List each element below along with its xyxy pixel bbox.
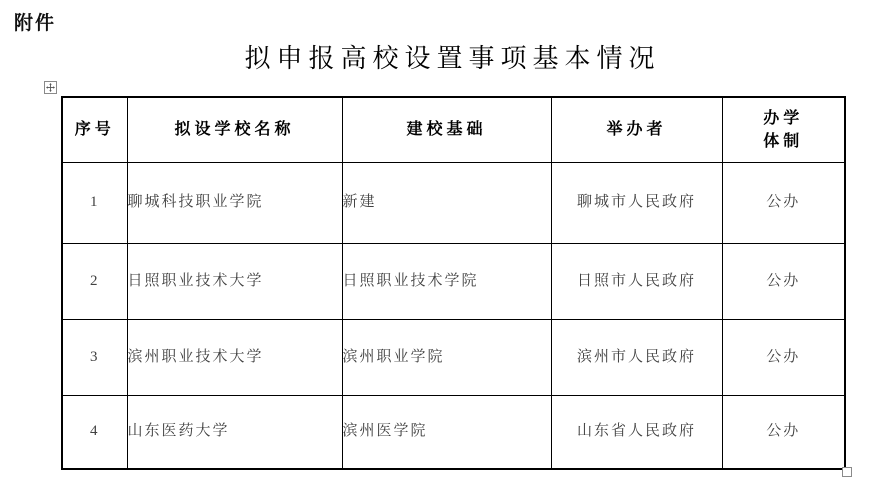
cell-organizer: 滨州市人民政府: [551, 319, 722, 395]
cell-no: 2: [62, 243, 127, 319]
cell-organizer: 日照市人民政府: [551, 243, 722, 319]
header-cell-system: [722, 97, 845, 162]
cell-system: 公办: [722, 319, 845, 395]
cell-name: 聊城科技职业学院: [127, 162, 342, 243]
cell-basis: 新建: [342, 162, 551, 243]
cell-name: 滨州职业技术大学: [127, 319, 342, 395]
cell-basis: 滨州医学院: [342, 395, 551, 469]
cell-system: 公办: [722, 162, 845, 243]
header-cell-basis: 建校基础: [342, 97, 551, 162]
header-cell-no: 序号: [62, 97, 127, 162]
table-row: [62, 243, 845, 319]
table-row: [62, 395, 845, 469]
cell-basis: 日照职业技术学院: [342, 243, 551, 319]
cell-system: 公办: [722, 243, 845, 319]
attachment-label: 附件: [14, 13, 57, 34]
cell-no: 3: [62, 319, 127, 395]
header-cell-system-label: 办学体制: [763, 109, 804, 150]
header-cell-name: 拟设学校名称: [127, 97, 342, 162]
page-title: 拟申报高校设置事项基本情况: [244, 44, 661, 73]
table-row: [62, 162, 845, 243]
table-move-handle[interactable]: [44, 81, 57, 94]
proposed-universities-table: [61, 96, 846, 470]
cell-no: 4: [62, 395, 127, 469]
cell-organizer: 山东省人民政府: [551, 395, 722, 469]
cell-basis: 滨州职业学院: [342, 319, 551, 395]
header-cell-organizer: 举办者: [551, 97, 722, 162]
cell-no: 1: [62, 162, 127, 243]
table-resize-handle[interactable]: [842, 467, 852, 477]
table-row: [62, 319, 845, 395]
table-header-row: [62, 97, 845, 162]
cell-name: 日照职业技术大学: [127, 243, 342, 319]
cell-system: 公办: [722, 395, 845, 469]
cell-name: 山东医药大学: [127, 395, 342, 469]
cell-organizer: 聊城市人民政府: [551, 162, 722, 243]
move-icon: [46, 83, 55, 92]
